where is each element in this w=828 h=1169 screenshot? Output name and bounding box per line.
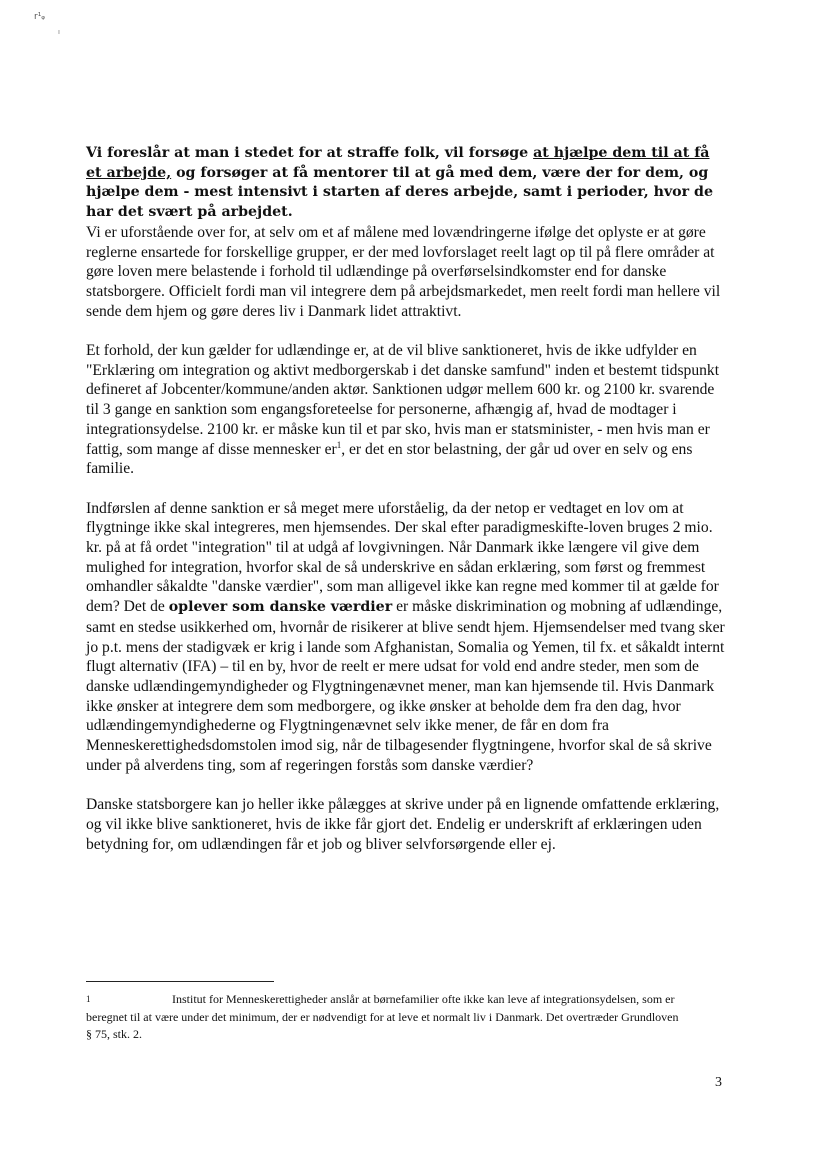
paragraph-3 (86, 499, 728, 776)
lead-text-start: Vi foreslår at man i stedet for at straffe folk, vil forsøge (86, 145, 534, 161)
scan-artifact-dot: ı (58, 28, 60, 36)
paragraph-4: Danske statsborgere kan jo heller ikke pålægges at skrive under på en lignende omfattende erklæring, og vil ikke blive sanktioneret, hvis de ikke får gjort det. Endelig er underskrift af erklæringen uden betydning for, om udlændingen får et job og bliver selvforsørgende eller ej. (86, 796, 720, 853)
footnote-text: Institut for Menneskerettigheder anslår at børnefamilier ofte ikke kan leve af integrationsydelsen, som er beregnet til at være under det minimum, der er nødvendigt for at leve et normalt liv i Danmark. Det overtræder Grundloven § 75, stk. 2. (86, 992, 679, 1041)
paragraph-3-text-end: er måske diskrimination og mobning af udlændinge, samt en stedse usikkerhed om, hvornår de risikerer at blive sendt hjem. Hjemsendelser med tvang sker jo p.t. mens der stadigvæk er krig i lande som Afghanistan, Somalia og Yemen, til fx. et såkaldt internt flugt alternativ (IFA) – til en by, hvor de reelt er mere udsat for vold end andre steder, men som de danske udlændingemyndigheder og Flygtningenævnet mener, man kan hjemsende til. Hvis Danmark ikke ønsker at integrere dem som medborgere, og ikke ønsker at beholde dem fra den dag, hvor udlændingemyndighederne og Flygtningenævnet selv ikke mener, de får en dom fra Menneskerettighedsdomstolen imod sig, når de tilbagesender flygtningene, hvorfor skal de så skrive under på alverdens ting, som af regeringen forstås som danske værdier? (86, 598, 725, 774)
paragraph-3-bold-phrase: oplever som danske værdier (168, 599, 393, 616)
scan-artifact-mark: r¹ᵩ (34, 12, 46, 22)
bold-lead-paragraph (86, 144, 728, 223)
footnote-mark: 1 (86, 994, 91, 1004)
paragraph-2 (86, 341, 728, 479)
paragraph-1: Vi er uforstående over for, at selv om et af målene med lovændringerne ifølge det oplyste er at gøre reglerne ensartede for forskellige grupper, er der med lovforslaget reelt lagt op til på flere områder at gøre loven mere belastende i forhold til udlændinge på overførselsindkomster end for danske statsborgere. Officielt fordi man vil integrere dem på arbejdsmarkedet, men reelt fordi man hellere vil sende dem hjem og gøre deres liv i Danmark lidet attraktivt. (86, 223, 721, 320)
body-text (86, 144, 728, 874)
page-number: 3 (715, 1075, 722, 1090)
footnote-separator (86, 981, 274, 982)
footnote (86, 991, 686, 1044)
lead-text-end: og forsøger at få mentorer til at gå med dem, være der for dem, og hjælpe dem - mest intensivt i starten af deres arbejde, samt i perioder, hvor de har det svært på arbejdet. (86, 164, 714, 221)
footnote-reference[interactable]: 1 (336, 439, 342, 450)
paragraph-2-text-end: , er det en stor belastning, der går ud over en selv og ens familie. (86, 440, 693, 478)
paragraph-3-text-start: Indførslen af denne sanktion er så meget mere uforståelig, da der netop er vedtaget en lov om at flygtninge ikke skal integreres, men hjemsendes. Der skal efter paradigmeskifte-loven bruges 2 mio. kr. på at få ordet "integration" til at udgå af lovgivningen. Når Danmark ikke længere vil give dem mulighed for integration, hvorfor skal de så underskrive en sådan erklæring, som først og fremmest omhandler såkaldte "danske værdier", som man alligevel ikke kan regne med kommer til at gælde for dem? Det de (86, 499, 719, 616)
paragraph-2-text: Et forhold, der kun gælder for udlændinge er, at de vil blive sanktioneret, hvis de ikke udfylder en "Erklæring om integration og aktivt medborgerskab i det danske samfund" inden et bestemt tidspunkt defineret af Jobcenter/kommune/anden aktør. Sanktionen udgør mellem 600 kr. og 2100 kr. svarende til 3 gange en sanktion som engangsforeteelse for personerne, afhængig af, hvad de modtager i integrationsydelse. 2100 kr. er måske kun til et par sko, hvis man er statsminister, - men hvis man er fattig, som mange af disse mennesker er (86, 342, 720, 458)
lead-underlined-text: at hjælpe dem til at få et arbejde, (86, 145, 710, 181)
